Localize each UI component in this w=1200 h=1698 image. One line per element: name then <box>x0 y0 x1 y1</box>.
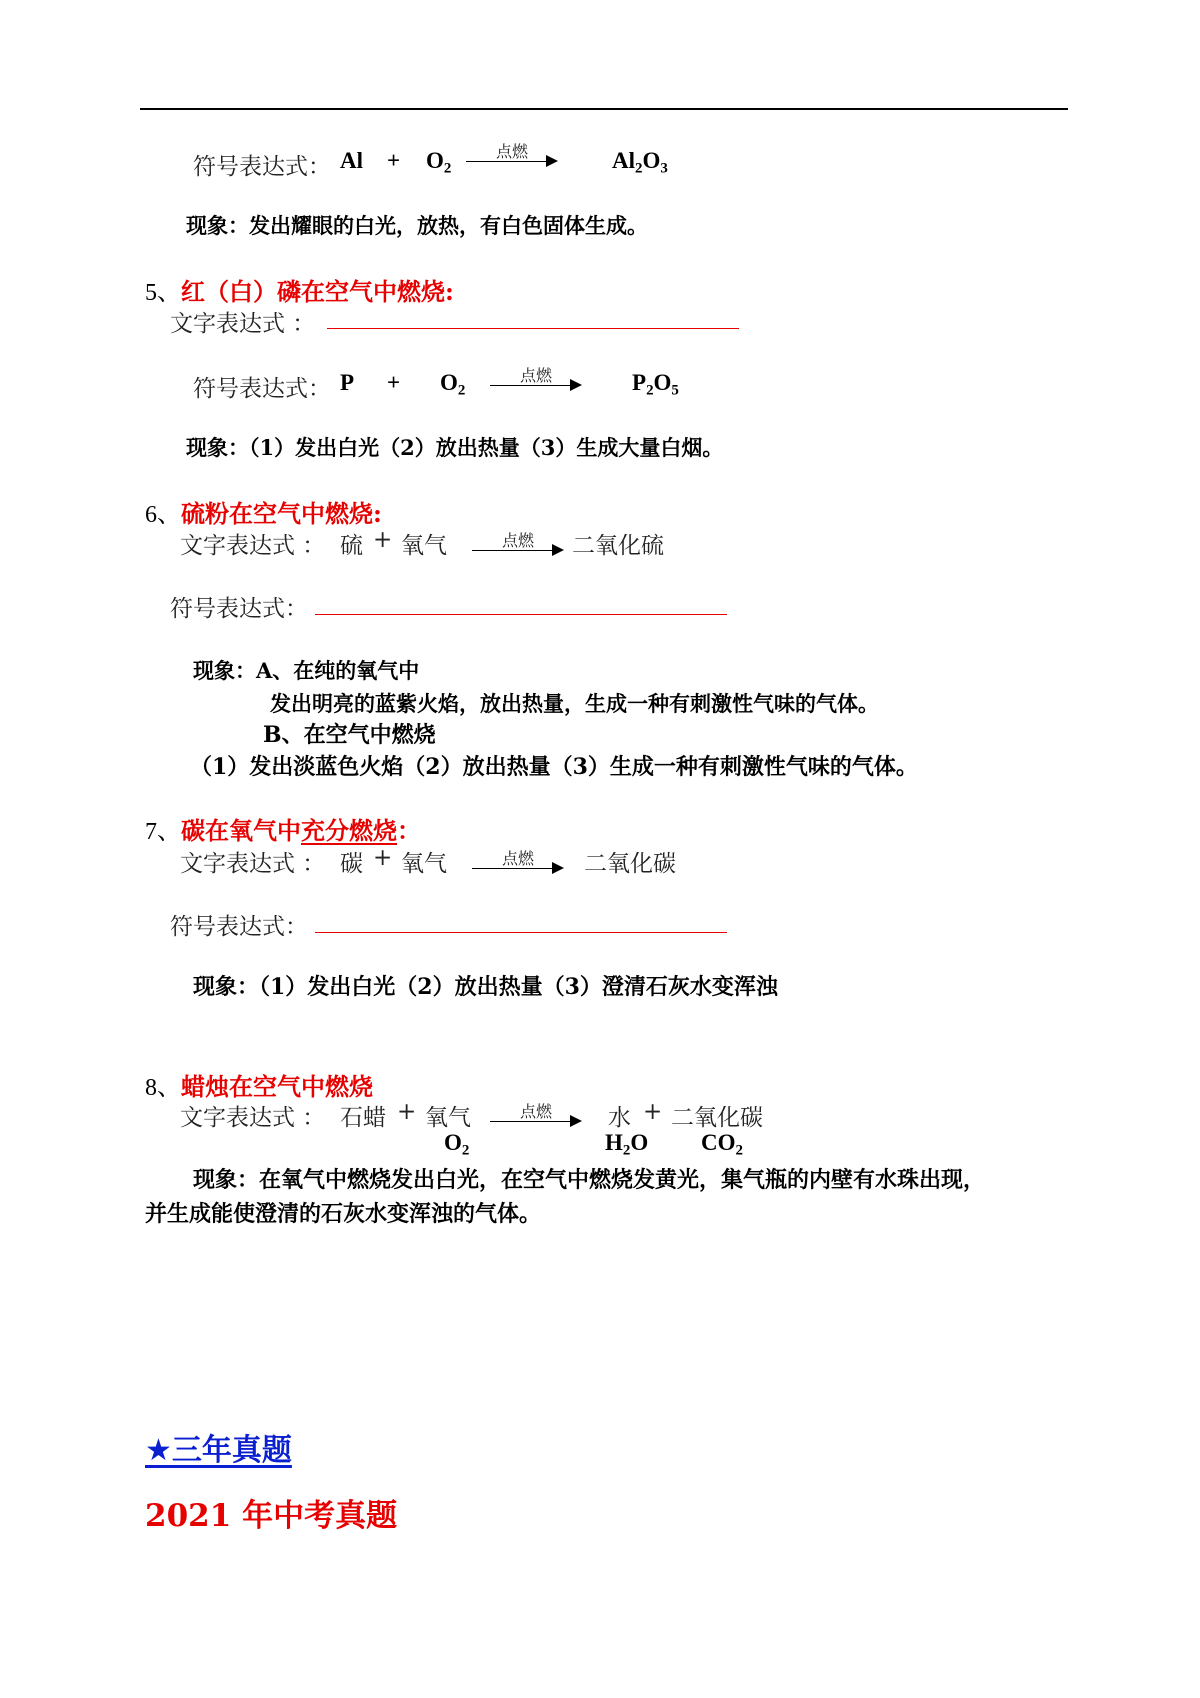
item8-plus2: + <box>643 1099 663 1125</box>
exam-year-title: 2021 年中考真题 <box>145 1498 398 1534</box>
item8-formula-product1: $H_2O$ <box>605 1130 649 1159</box>
item8-phenomenon-line2: 并生成能使澄清的石灰水变浑浊的气体。 <box>145 1201 542 1227</box>
item8-reactant2: 氧气 <box>425 1105 471 1131</box>
item6-heading: 6、硫粉在空气中燃烧: <box>145 499 382 528</box>
item6-symbol-label: 符号表达式： <box>170 596 308 622</box>
item8-phenomenon-line1: 现象：在氧气中燃烧发出白光，在空气中燃烧发黄光，集气瓶的内壁有水珠出现， <box>193 1167 986 1193</box>
item5-product: $P_2O_5$ <box>632 370 679 399</box>
item5-plus: + <box>387 370 401 395</box>
item8-condition-label: 点燃 <box>519 1102 552 1121</box>
al-reactant1: Al <box>340 148 363 173</box>
item7-symbol-blank[interactable] <box>315 932 727 933</box>
item6-phen-a-text: 发出明亮的蓝紫火焰，放出热量，生成一种有刺激性气味的气体。 <box>270 691 879 716</box>
item6-phen-b-text: （1）发出淡蓝色火焰（2）放出热量（3）生成一种有刺激性气味的气体。 <box>190 754 918 780</box>
al-product: $Al_2O_3$ <box>612 148 668 177</box>
item8-formula-reactant: $O_2$ <box>444 1130 470 1159</box>
item6-product: 二氧化硫 <box>572 533 664 559</box>
top-rule <box>140 108 1068 110</box>
item6-reactant1: 硫 <box>340 533 363 559</box>
item7-emphasis: 充分燃烧 <box>301 816 397 845</box>
al-symbol-label: 符号表达式： <box>193 154 331 180</box>
item7-condition-label: 点燃 <box>501 849 534 868</box>
item6-symbol-blank[interactable] <box>315 614 727 615</box>
item6-condition-label: 点燃 <box>501 531 534 550</box>
item8-formula-product2: $CO_2$ <box>701 1130 743 1159</box>
item8-text-label: 文字表达式 ： <box>180 1105 326 1131</box>
item6-plus: + <box>373 527 393 553</box>
item5-reactant2: $O_2$ <box>440 370 466 399</box>
three-year-exam-title: ★三年真题 <box>145 1433 292 1468</box>
item8-heading: 8、蜡烛在空气中燃烧 <box>145 1072 373 1101</box>
item8-reactant1: 石蜡 <box>340 1105 386 1131</box>
item8-plus: + <box>397 1099 417 1125</box>
item7-reactant2: 氧气 <box>401 851 447 877</box>
item7-reactant1: 碳 <box>340 851 363 877</box>
al-reactant2: $O_2$ <box>426 148 452 177</box>
item7-plus: + <box>373 845 393 871</box>
item7-product: 二氧化碳 <box>584 851 676 877</box>
item6-reactant2: 氧气 <box>401 533 447 559</box>
item7-symbol-label: 符号表达式： <box>170 914 308 940</box>
al-plus: + <box>387 148 401 173</box>
item7-heading: 7、碳在氧气中充分燃烧： <box>145 816 421 845</box>
item5-text-label: 文字表达式 ： <box>170 311 316 337</box>
item8-product2: 二氧化碳 <box>671 1105 763 1131</box>
item6-phen-a-label: 现象：A、在纯的氧气中 <box>193 658 420 683</box>
item5-text-blank[interactable] <box>327 328 739 329</box>
item5-heading: 5、红（白）磷在空气中燃烧: <box>145 277 454 306</box>
item5-symbol-label: 符号表达式： <box>193 376 331 402</box>
item7-text-label: 文字表达式 ： <box>180 851 326 877</box>
al-phenomenon: 现象：发出耀眼的白光，放热，有白色固体生成。 <box>186 213 648 238</box>
item5-reactant1: P <box>340 370 355 395</box>
item5-phenomenon: 现象：（1）发出白光（2）放出热量（3）生成大量白烟。 <box>186 435 724 460</box>
item5-condition-label: 点燃 <box>519 366 552 385</box>
al-condition-label: 点燃 <box>495 142 528 161</box>
item6-text-label: 文字表达式 ： <box>180 533 326 559</box>
item6-phen-b-label: B、在空气中燃烧 <box>263 722 436 748</box>
item7-phenomenon: 现象：（1）发出白光（2）放出热量（3）澄清石灰水变浑浊 <box>193 974 778 1000</box>
item8-product1: 水 <box>608 1105 631 1131</box>
